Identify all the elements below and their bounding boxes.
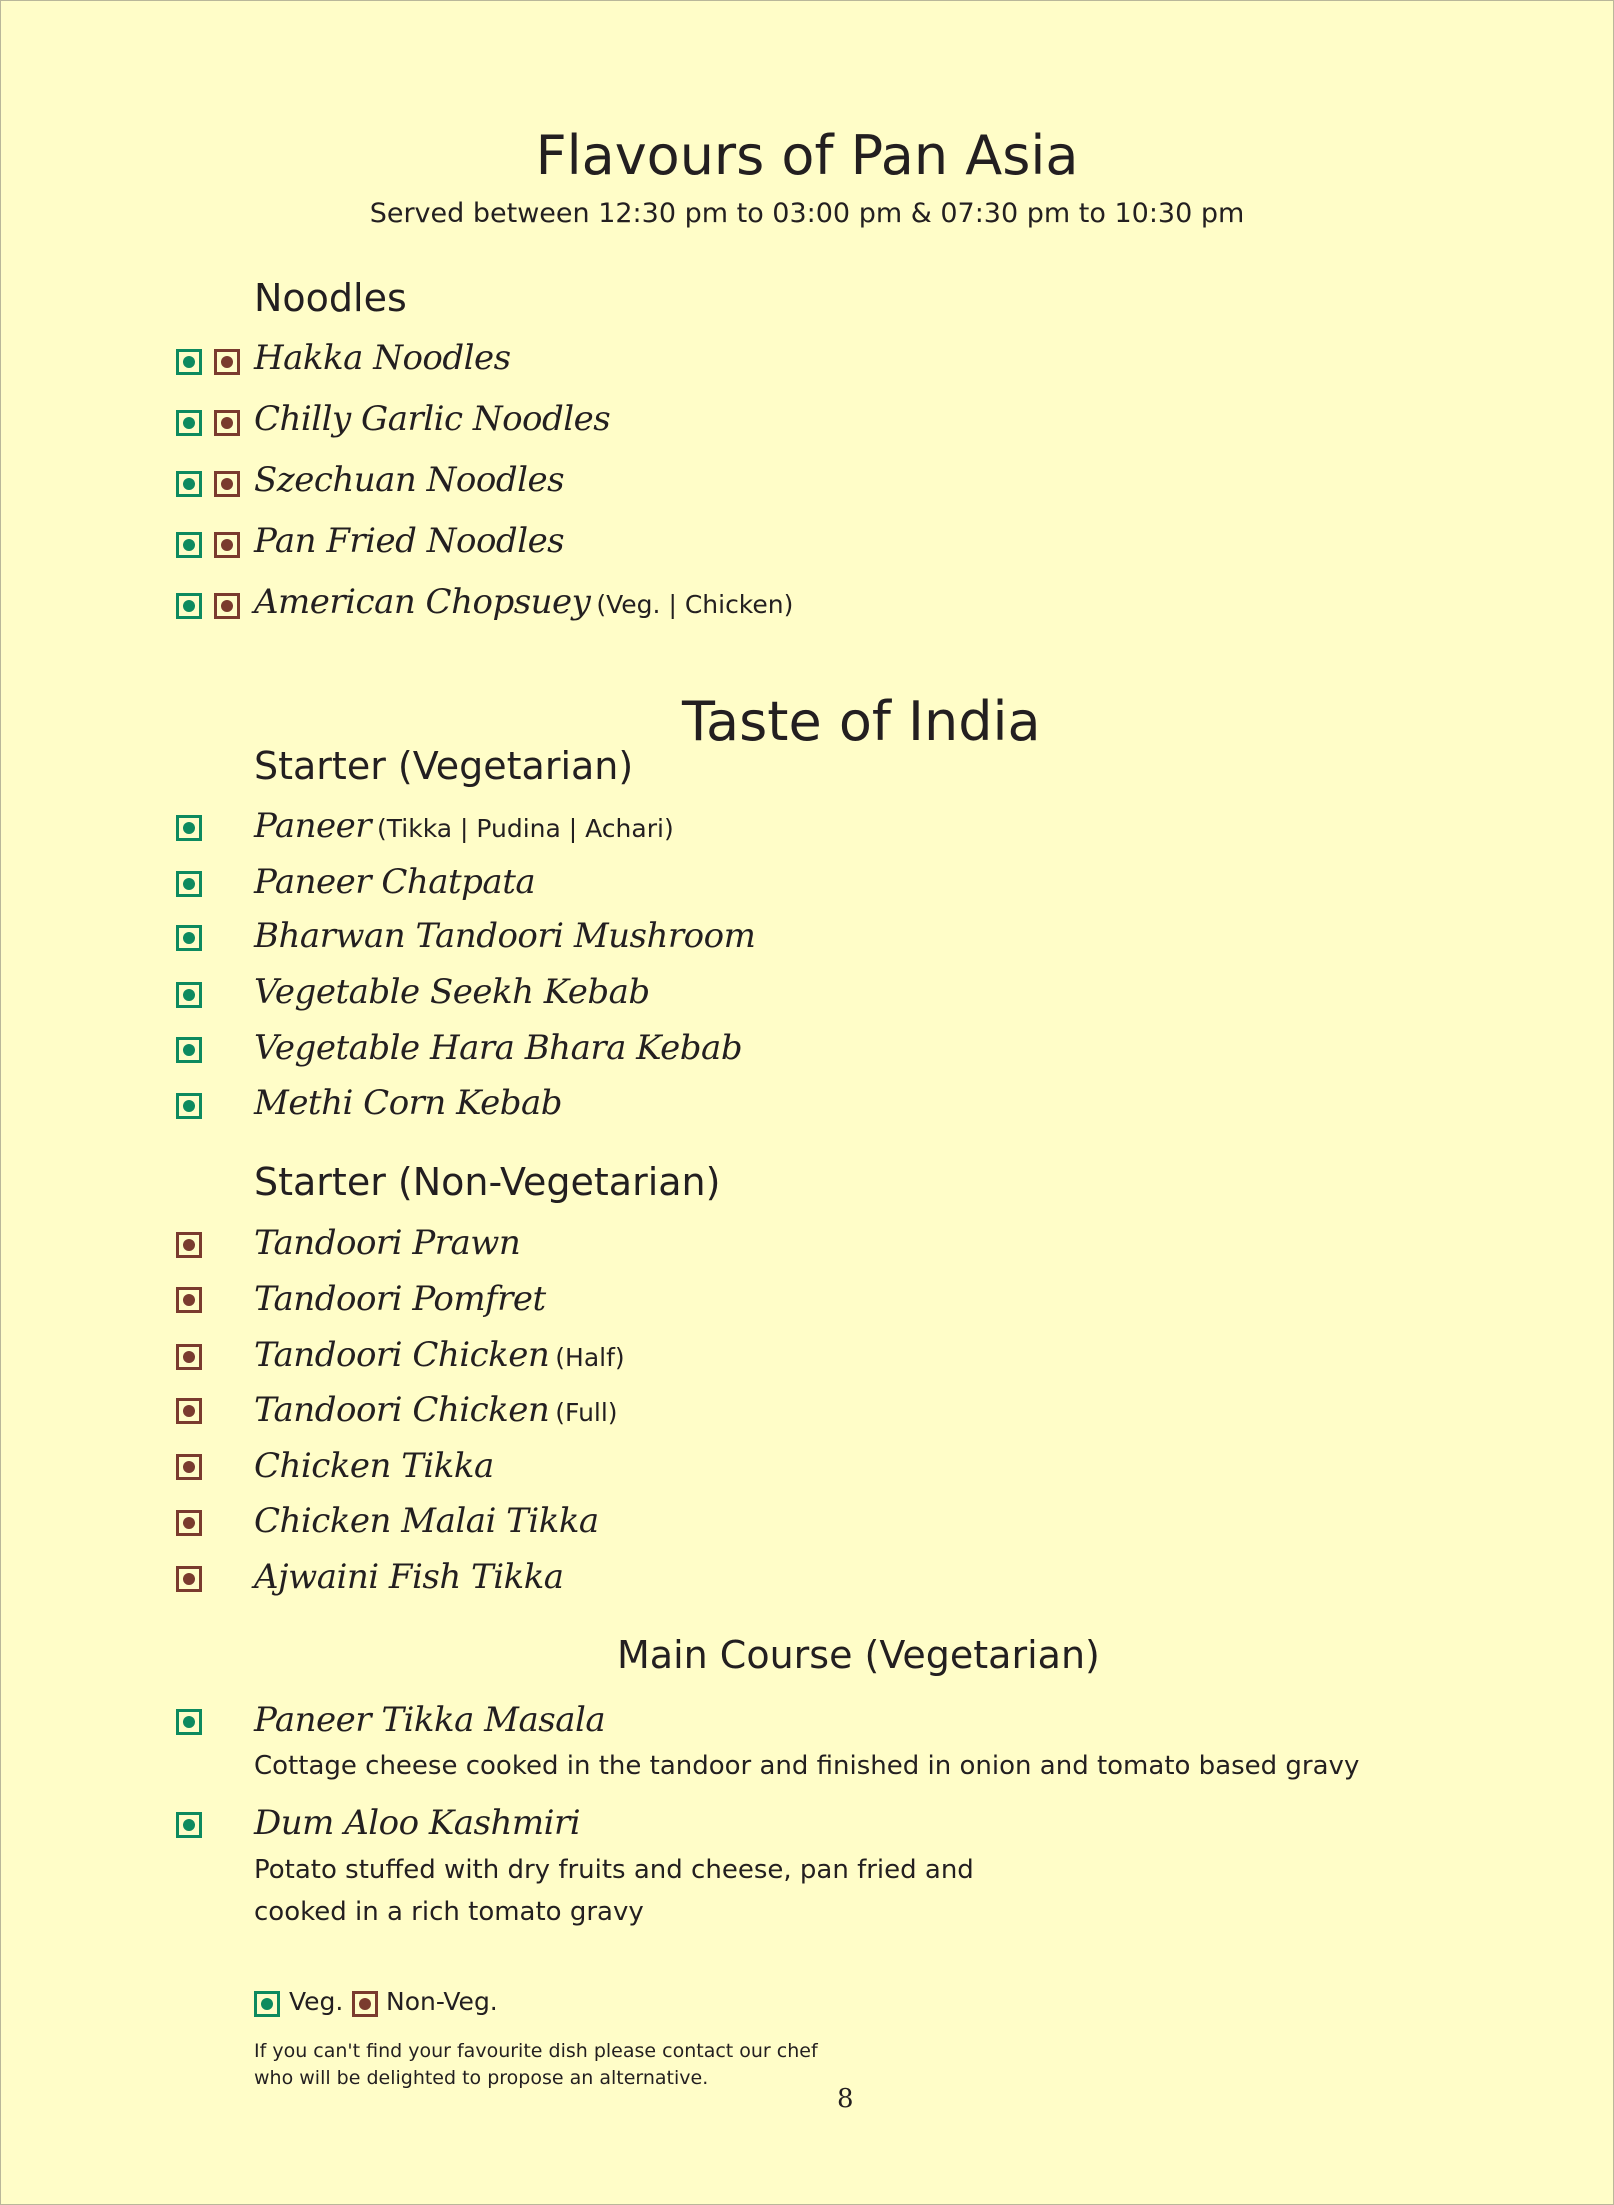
dish-description: Potato stuffed with dry fruits and cheese, pan fried and cooked in a rich tomato gravy bbox=[254, 1855, 974, 1927]
menu-item: Hakka Noodles bbox=[254, 338, 511, 378]
legend-nonveg-icon bbox=[352, 1991, 378, 2017]
veg-icon bbox=[176, 410, 202, 436]
legend-nonveg-label: Non-Veg. bbox=[386, 1987, 498, 2016]
nonveg-icon bbox=[176, 1454, 202, 1480]
menu-item: Paneer (Tikka | Pudina | Achari) bbox=[254, 806, 674, 846]
veg-icon bbox=[176, 471, 202, 497]
nonveg-icon bbox=[214, 349, 240, 375]
veg-icon bbox=[176, 871, 202, 897]
menu-item: Chilly Garlic Noodles bbox=[254, 399, 611, 439]
page-number: 8 bbox=[837, 2084, 854, 2114]
veg-icon bbox=[176, 593, 202, 619]
serving-hours: Served between 12:30 pm to 03:00 pm & 07:30 pm to 10:30 pm bbox=[369, 198, 1245, 229]
menu-item: Chicken Malai Tikka bbox=[254, 1501, 599, 1541]
veg-icon bbox=[176, 815, 202, 841]
menu-item: Tandoori Chicken (Full) bbox=[254, 1390, 618, 1430]
veg-icon bbox=[176, 1709, 202, 1735]
menu-item: Paneer Chatpata bbox=[254, 862, 536, 902]
veg-icon bbox=[176, 349, 202, 375]
nonveg-icon bbox=[214, 471, 240, 497]
nonveg-icon bbox=[176, 1344, 202, 1370]
starter-nonveg-heading: Starter (Non-Vegetarian) bbox=[254, 1160, 721, 1204]
veg-icon bbox=[176, 532, 202, 558]
nonveg-icon bbox=[176, 1232, 202, 1258]
pan-asia-title: Flavours of Pan Asia bbox=[535, 124, 1079, 187]
starter-veg-heading: Starter (Vegetarian) bbox=[254, 744, 634, 788]
nonveg-icon bbox=[176, 1510, 202, 1536]
menu-item: Tandoori Chicken (Half) bbox=[254, 1335, 625, 1375]
menu-item: Tandoori Pomfret bbox=[254, 1279, 546, 1319]
chef-note: If you can't find your favourite dish please contact our chef who will be delighted to propose an alternative. bbox=[254, 2040, 818, 2089]
menu-item: Pan Fried Noodles bbox=[254, 521, 565, 561]
veg-icon bbox=[176, 1812, 202, 1838]
menu-item: Vegetable Hara Bhara Kebab bbox=[254, 1028, 743, 1068]
nonveg-icon bbox=[214, 593, 240, 619]
menu-item: Vegetable Seekh Kebab bbox=[254, 972, 650, 1012]
menu-item: Bharwan Tandoori Mushroom bbox=[254, 916, 756, 956]
menu-item: Methi Corn Kebab bbox=[254, 1083, 563, 1123]
veg-icon bbox=[176, 1093, 202, 1119]
menu-item: Tandoori Prawn bbox=[254, 1223, 521, 1263]
nonveg-icon bbox=[214, 532, 240, 558]
veg-icon bbox=[176, 982, 202, 1008]
nonveg-icon bbox=[176, 1566, 202, 1592]
main-veg-heading: Main Course (Vegetarian) bbox=[617, 1633, 1100, 1677]
nonveg-icon bbox=[176, 1398, 202, 1424]
veg-icon bbox=[176, 1037, 202, 1063]
menu-item: Szechuan Noodles bbox=[254, 460, 565, 500]
india-title: Taste of India bbox=[682, 690, 1041, 753]
veg-icon bbox=[176, 925, 202, 951]
nonveg-icon bbox=[176, 1287, 202, 1313]
legend-veg-icon bbox=[254, 1991, 280, 2017]
legend-veg-label: Veg. bbox=[289, 1987, 344, 2016]
menu-item: Ajwaini Fish Tikka bbox=[254, 1557, 564, 1597]
menu-item: American Chopsuey (Veg. | Chicken) bbox=[254, 582, 794, 622]
nonveg-icon bbox=[214, 410, 240, 436]
menu-item: Chicken Tikka bbox=[254, 1446, 494, 1486]
dish-description: Cottage cheese cooked in the tandoor and finished in onion and tomato based gravy bbox=[254, 1751, 1360, 1781]
menu-item: Dum Aloo Kashmiri bbox=[254, 1803, 581, 1843]
noodles-heading: Noodles bbox=[254, 276, 407, 320]
menu-item: Paneer Tikka Masala bbox=[254, 1700, 606, 1740]
